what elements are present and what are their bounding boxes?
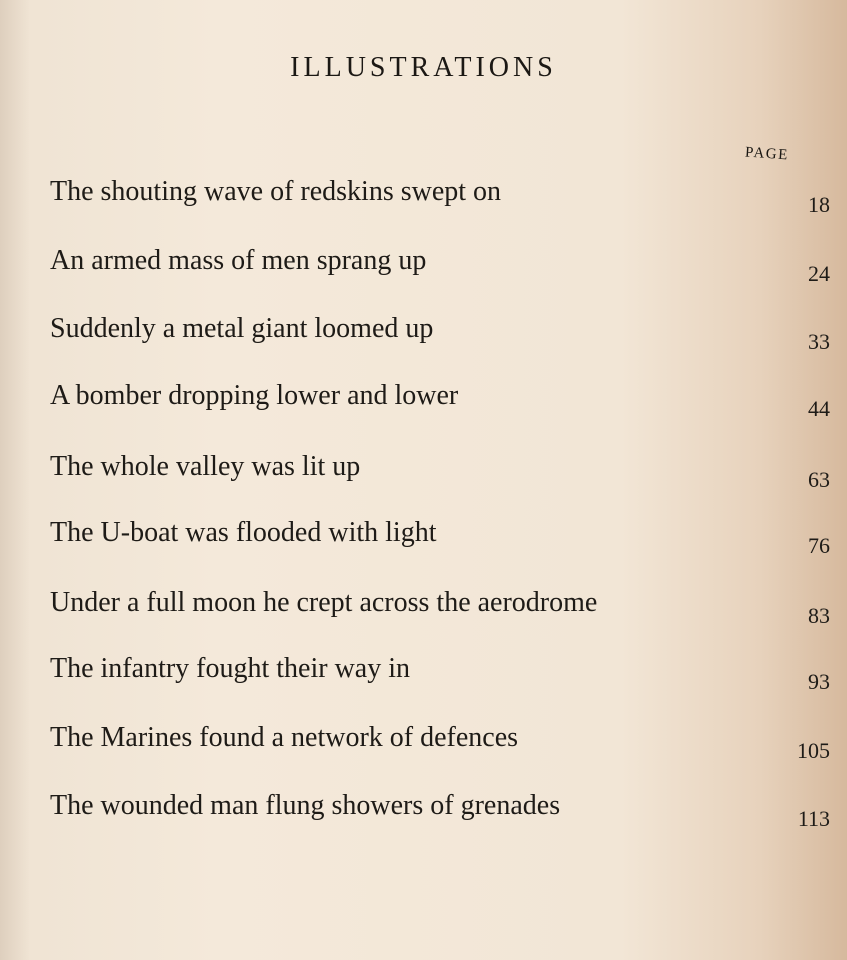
- illustration-page-number: 44: [808, 396, 830, 421]
- illustration-caption: A bomber dropping lower and lower: [50, 380, 459, 411]
- illustration-caption: Suddenly a metal giant loomed up: [50, 313, 434, 344]
- illustration-caption: The infantry fought their way in: [50, 653, 411, 684]
- illustration-page-number: 63: [808, 467, 830, 492]
- illustration-entry: [50, 587, 830, 637]
- illustration-caption: The whole valley was lit up: [50, 451, 361, 482]
- illustration-entry: [50, 176, 830, 226]
- illustration-entry: [50, 380, 830, 430]
- illustration-entry: [50, 517, 830, 567]
- illustration-entry: [50, 722, 830, 772]
- illustration-caption: The Marines found a network of defences: [50, 722, 519, 753]
- illustration-page-number: 113: [797, 806, 830, 831]
- illustration-entry: [50, 451, 830, 501]
- illustration-page-number: 18: [808, 192, 830, 217]
- illustration-page-number: 105: [797, 738, 830, 763]
- illustration-page-number: 83: [808, 603, 830, 628]
- illustration-page-number: 24: [808, 261, 830, 286]
- illustration-page-number: 93: [808, 669, 830, 694]
- illustration-page-number: 76: [808, 533, 830, 558]
- illustration-caption: The wounded man flung showers of grenades: [50, 790, 561, 821]
- illustration-caption: The shouting wave of redskins swept on: [50, 176, 502, 207]
- illustration-caption: The U-boat was flooded with light: [50, 517, 437, 548]
- illustration-caption: Under a full moon he crept across the aerodrome: [50, 587, 598, 618]
- page-title: ILLUSTRATIONS: [290, 52, 557, 83]
- illustration-entry: [50, 653, 830, 703]
- illustration-page-number: 33: [808, 329, 830, 354]
- page-gutter-shadow: [0, 0, 30, 960]
- illustration-caption: An armed mass of men sprang up: [50, 245, 427, 276]
- illustration-entry: [50, 790, 830, 840]
- illustration-entry: [50, 313, 830, 363]
- page-column-label: PAGE: [744, 144, 790, 164]
- illustration-entry: [50, 245, 830, 295]
